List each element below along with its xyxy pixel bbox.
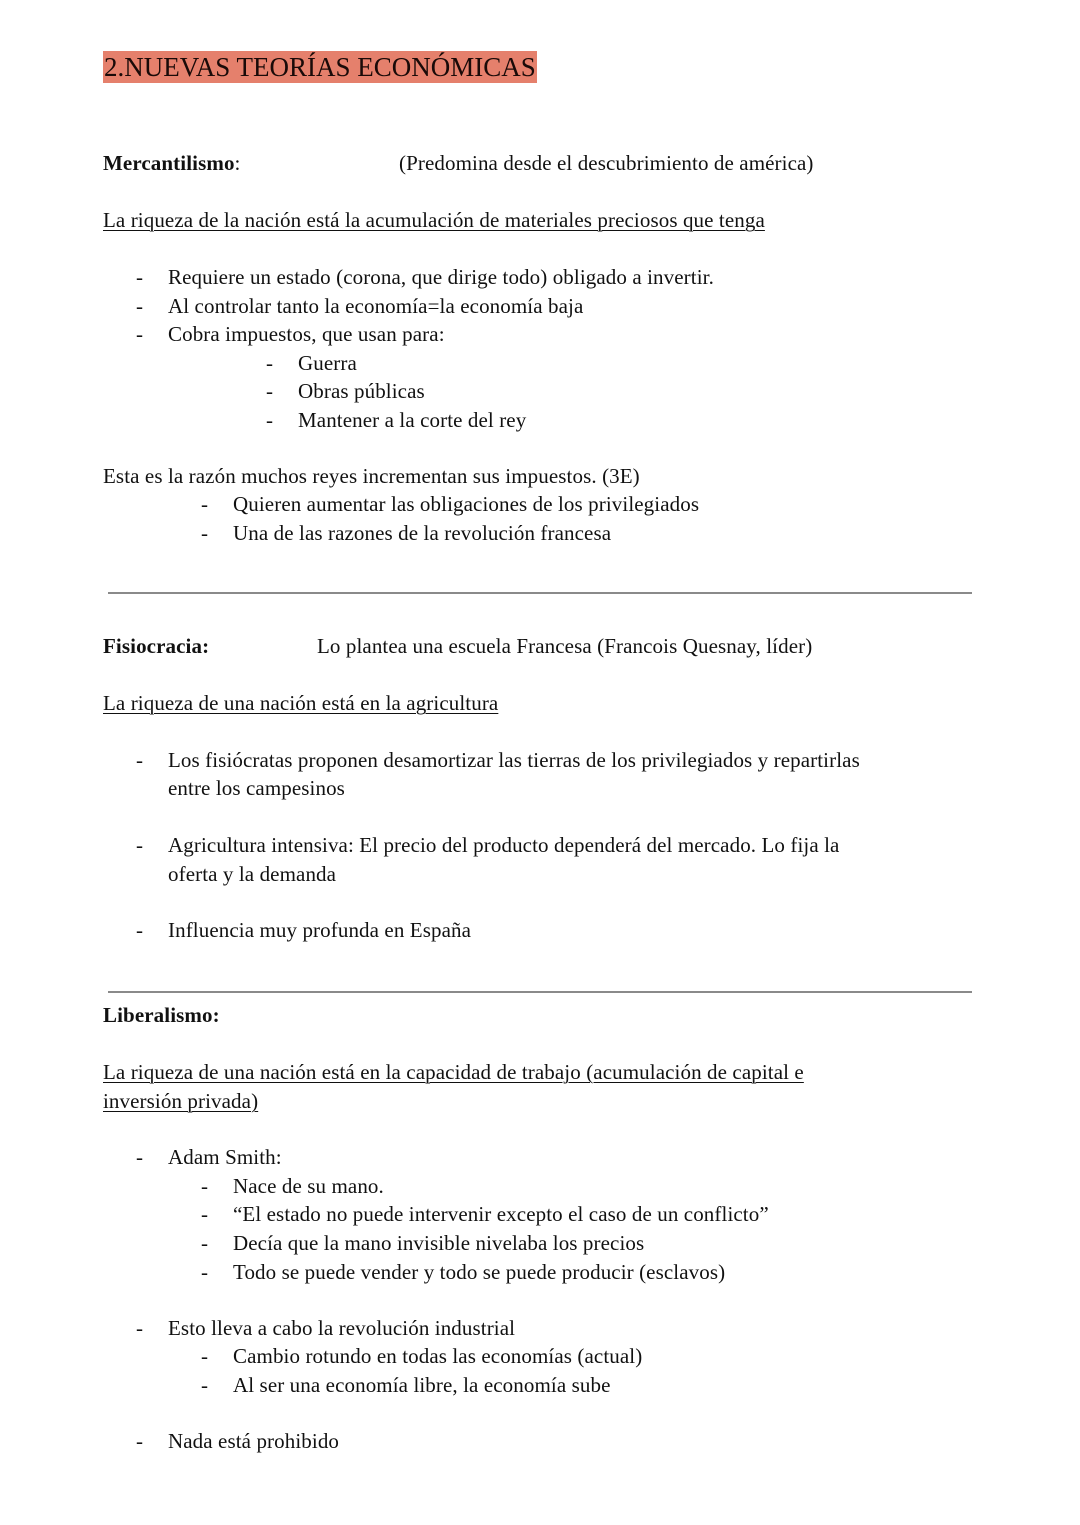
- bullet-dash: -: [201, 1202, 208, 1226]
- bullet-dash: -: [136, 833, 143, 857]
- list-item: Esto lleva a cabo la revolución industrial: [168, 1316, 516, 1340]
- list-item: Nada está prohibido: [168, 1429, 340, 1453]
- heading-text: Mercantilismo: [103, 151, 235, 175]
- section-note: Lo plantea una escuela Francesa (Francois Quesnay, líder): [317, 634, 813, 658]
- horizontal-divider: [108, 991, 972, 993]
- sub-list-item: “El estado no puede intervenir excepto el caso de un conflicto”: [233, 1202, 769, 1226]
- sub-list-item: Decía que la mano invisible nivelaba los precios: [233, 1231, 645, 1255]
- list-item: Cobra impuestos, que usan para:: [168, 322, 445, 346]
- section-heading-mercantilismo: [103, 149, 240, 177]
- bullet-dash: -: [136, 748, 143, 772]
- list-item: Al controlar tanto la economía=la economía baja: [168, 294, 584, 318]
- list-item: Adam Smith:: [168, 1145, 282, 1169]
- bullet-dash: -: [201, 1174, 208, 1198]
- bullet-dash: -: [136, 1145, 143, 1169]
- bullet-dash: -: [136, 1429, 143, 1453]
- list-item-continuation: oferta y la demanda: [168, 862, 337, 886]
- section-heading-liberalismo: Liberalismo:: [103, 1003, 220, 1027]
- sub-list-item: Quieren aumentar las obligaciones de los privilegiados: [233, 492, 700, 516]
- bullet-dash: -: [201, 1344, 208, 1368]
- section-thesis-continuation: inversión privada): [103, 1089, 259, 1113]
- section-thesis: La riqueza de la nación está la acumulación de materiales preciosos que tenga: [103, 208, 765, 232]
- bullet-dash: -: [136, 918, 143, 942]
- sub-list-item: Obras públicas: [298, 379, 425, 403]
- bullet-dash: -: [201, 1231, 208, 1255]
- sub-list-item: Cambio rotundo en todas las economías (actual): [233, 1344, 643, 1368]
- list-item: Agricultura intensiva: El precio del producto dependerá del mercado. Lo fija la: [168, 833, 840, 857]
- list-item-continuation: entre los campesinos: [168, 776, 345, 800]
- paragraph: Esta es la razón muchos reyes incrementan sus impuestos. (3E): [103, 464, 640, 488]
- bullet-dash: -: [136, 265, 143, 289]
- heading-colon: :: [234, 151, 241, 175]
- bullet-dash: -: [136, 1316, 143, 1340]
- sub-list-item: Guerra: [298, 351, 357, 375]
- section-heading-fisiocracia: Fisiocracia:: [103, 634, 210, 658]
- bullet-dash: -: [201, 1373, 208, 1397]
- sub-list-item: Nace de su mano.: [233, 1174, 384, 1198]
- sub-list-item: Una de las razones de la revolución francesa: [233, 521, 612, 545]
- bullet-dash: -: [201, 521, 208, 545]
- bullet-dash: -: [201, 492, 208, 516]
- horizontal-divider: [108, 592, 972, 594]
- list-item: Requiere un estado (corona, que dirige todo) obligado a invertir.: [168, 265, 714, 289]
- bullet-dash: -: [266, 351, 273, 375]
- sub-list-item: Al ser una economía libre, la economía sube: [233, 1373, 611, 1397]
- section-note: (Predomina desde el descubrimiento de américa): [399, 151, 814, 175]
- bullet-dash: -: [201, 1260, 208, 1284]
- page-title: 2.NUEVAS TEORÍAS ECONÓMICAS: [104, 52, 536, 82]
- bullet-dash: -: [266, 379, 273, 403]
- sub-list-item: Todo se puede vender y todo se puede producir (esclavos): [233, 1260, 726, 1284]
- list-item: Influencia muy profunda en España: [168, 918, 472, 942]
- section-thesis: La riqueza de una nación está en la capacidad de trabajo (acumulación de capital e: [103, 1060, 804, 1084]
- bullet-dash: -: [136, 322, 143, 346]
- sub-list-item: Mantener a la corte del rey: [298, 408, 527, 432]
- section-thesis: La riqueza de una nación está en la agricultura: [103, 691, 499, 715]
- bullet-dash: -: [266, 408, 273, 432]
- bullet-dash: -: [136, 294, 143, 318]
- list-item: Los fisiócratas proponen desamortizar las tierras de los privilegiados y repartirlas: [168, 748, 860, 772]
